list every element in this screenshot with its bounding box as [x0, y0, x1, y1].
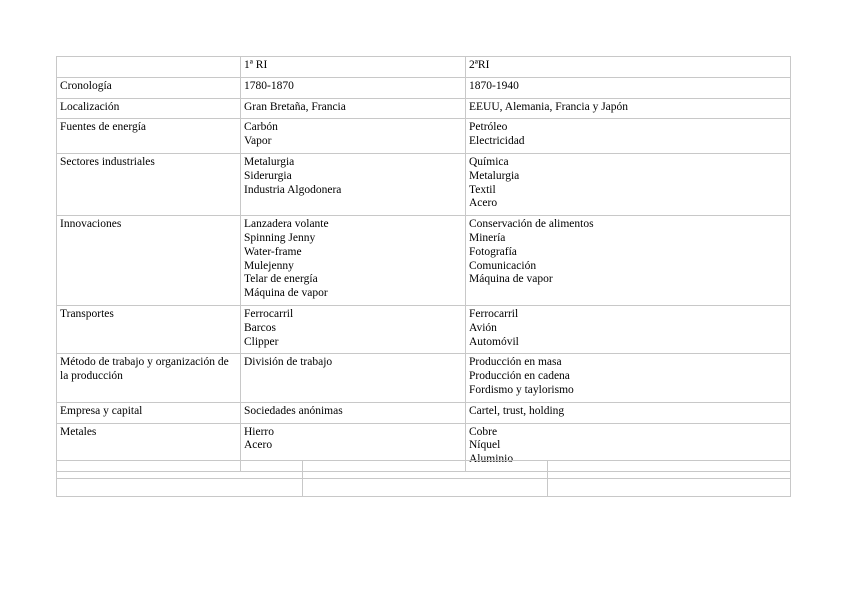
- empty-row: [57, 461, 791, 479]
- cell-line: Acero: [244, 439, 273, 452]
- cell-line: Water-frame: [244, 245, 302, 258]
- cell-second-ri: [466, 98, 791, 119]
- cell-line: Clipper: [244, 335, 279, 348]
- empty-cell: [303, 461, 548, 479]
- row-label-text: Innovaciones: [60, 218, 122, 231]
- cell-line: Fordismo y taylorismo: [469, 383, 574, 396]
- row-label: [57, 98, 241, 119]
- row-label: [57, 216, 241, 306]
- table-row: [57, 77, 791, 98]
- comparison-table: [56, 56, 791, 472]
- cell-line: 1780-1870: [244, 79, 294, 92]
- table-row: [57, 153, 791, 215]
- cell-line: Aluminio: [469, 453, 514, 466]
- cell-first-ri: [241, 216, 466, 306]
- cell-second-ri: [466, 77, 791, 98]
- cell-line: Vapor: [244, 135, 272, 148]
- cell-second-ri: [466, 354, 791, 402]
- cell-line: Gran Bretaña, Francia: [244, 100, 346, 113]
- row-label-text: Método de trabajo y organización de la producción: [60, 356, 229, 383]
- cell-line: Comunicación: [469, 259, 537, 272]
- cell-first-ri: [241, 402, 466, 423]
- row-label-text: Metales: [60, 425, 97, 438]
- cell-line: Automóvil: [469, 335, 519, 348]
- cell-line: Ferrocarril: [469, 307, 519, 320]
- cell-line: Máquina de vapor: [469, 273, 553, 286]
- cell-line: Carbón: [244, 121, 278, 134]
- row-label: [57, 305, 241, 353]
- header-cell-first-ri: 1ª RI: [241, 57, 466, 78]
- row-label: [57, 402, 241, 423]
- cell-first-ri: [241, 98, 466, 119]
- cell-first-ri: [241, 119, 466, 154]
- row-label-text: Transportes: [60, 307, 114, 320]
- table-row: [57, 216, 791, 306]
- cell-line: Textil: [469, 183, 496, 196]
- row-label: [57, 153, 241, 215]
- table-row: [57, 119, 791, 154]
- cell-line: Producción en masa: [469, 356, 562, 369]
- cell-line: Hierro: [244, 425, 275, 438]
- cell-line: Avión: [469, 321, 497, 334]
- cell-line: Electricidad: [469, 135, 525, 148]
- cell-line: Cartel, trust, holding: [469, 404, 565, 417]
- empty-cell: [57, 461, 303, 479]
- cell-line: Acero: [469, 197, 498, 210]
- cell-second-ri: [466, 153, 791, 215]
- header-cell-empty: [57, 57, 241, 78]
- cell-line: Fotografía: [469, 245, 517, 258]
- empty-row: [57, 479, 791, 497]
- cell-line: Máquina de vapor: [244, 287, 328, 300]
- cell-line: Química: [469, 155, 509, 168]
- cell-line: Ferrocarril: [244, 307, 294, 320]
- cell-line: Níquel: [469, 439, 501, 452]
- cell-first-ri: [241, 153, 466, 215]
- cell-second-ri: [466, 402, 791, 423]
- table-row: [57, 98, 791, 119]
- row-label: [57, 119, 241, 154]
- cell-line: Sociedades anónimas: [244, 404, 343, 417]
- row-label-text: Cronología: [60, 79, 112, 92]
- row-label-text: Empresa y capital: [60, 404, 143, 417]
- cell-second-ri: [466, 216, 791, 306]
- table-row: [57, 305, 791, 353]
- cell-line: Metalurgia: [469, 169, 520, 182]
- row-label-text: Sectores industriales: [60, 155, 155, 168]
- cell-line: Industria Algodonera: [244, 183, 342, 196]
- cell-line: División de trabajo: [244, 356, 333, 369]
- cell-first-ri: [241, 354, 466, 402]
- cell-second-ri: [466, 119, 791, 154]
- header-row: [57, 57, 791, 78]
- cell-line: Spinning Jenny: [244, 231, 316, 244]
- cell-first-ri: [241, 305, 466, 353]
- empty-cell: [303, 479, 548, 497]
- cell-line: Conservación de alimentos: [469, 218, 594, 231]
- cell-line: Metalurgia: [244, 155, 295, 168]
- cell-first-ri: [241, 77, 466, 98]
- empty-cell: [57, 479, 303, 497]
- cell-line: Lanzadera volante: [244, 218, 329, 231]
- empty-cell: [548, 461, 791, 479]
- cell-line: Barcos: [244, 321, 276, 334]
- row-label: [57, 354, 241, 402]
- cell-line: Minería: [469, 231, 506, 244]
- table-row: [57, 402, 791, 423]
- cell-line: 1870-1940: [469, 79, 519, 92]
- empty-cell: [548, 479, 791, 497]
- cell-line: Siderurgia: [244, 169, 292, 182]
- cell-line: EEUU, Alemania, Francia y Japón: [469, 100, 629, 113]
- table-row: [57, 354, 791, 402]
- cell-line: Mulejenny: [244, 259, 294, 272]
- header-cell-second-ri: 2ªRI: [466, 57, 791, 78]
- cell-line: Petróleo: [469, 121, 508, 134]
- cell-line: Telar de energía: [244, 273, 318, 286]
- empty-grid: [56, 460, 791, 497]
- row-label: [57, 77, 241, 98]
- row-label-text: Fuentes de energía: [60, 121, 147, 134]
- cell-second-ri: [466, 305, 791, 353]
- cell-line: Cobre: [469, 425, 498, 438]
- cell-line: Producción en cadena: [469, 370, 570, 383]
- row-label-text: Localización: [60, 100, 120, 113]
